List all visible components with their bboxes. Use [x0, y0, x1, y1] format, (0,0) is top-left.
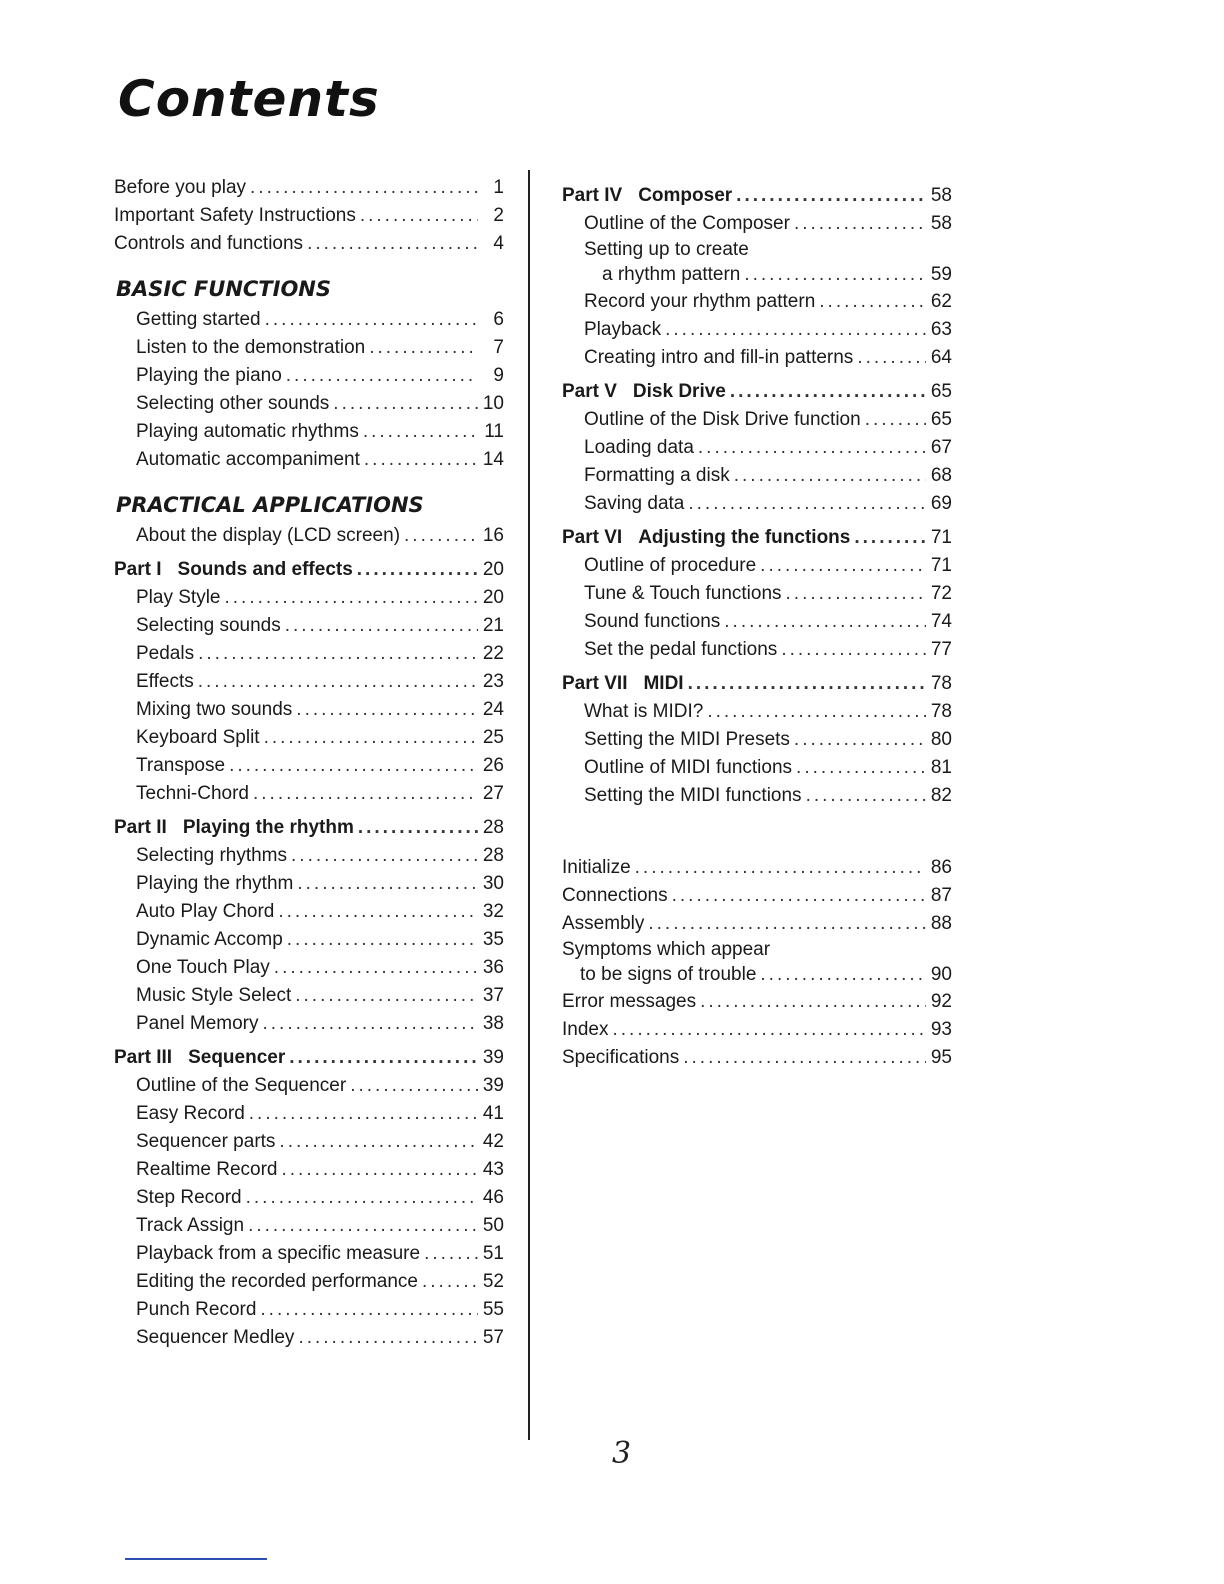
toc-entry[interactable]: Play Style ..... 20 [114, 584, 504, 612]
toc-entry[interactable]: Outline of the Disk Drive function ..... 65 [562, 406, 952, 434]
toc-entry[interactable]: Step Record ..... 46 [114, 1184, 504, 1212]
toc-entry[interactable]: Mixing two sounds ..... 24 [114, 696, 504, 724]
toc-entry[interactable]: Sequencer parts ..... 42 [114, 1128, 504, 1156]
toc-entry[interactable]: Outline of the Sequencer ..... 39 [114, 1072, 504, 1100]
toc-entry[interactable]: Selecting rhythms ..... 28 [114, 842, 504, 870]
toc-entry[interactable]: Controls and functions ..... 4 [114, 230, 504, 258]
toc-part-1[interactable]: Part I Sounds and effects ..... 20 [114, 556, 504, 584]
toc-entry[interactable]: Initialize ..... 86 [562, 854, 952, 882]
toc-entry[interactable]: Techni-Chord ..... 27 [114, 780, 504, 808]
toc-entry[interactable]: Selecting sounds ..... 21 [114, 612, 504, 640]
column-divider [528, 170, 530, 1440]
toc-entry[interactable]: Setting the MIDI Presets ..... 80 [562, 726, 952, 754]
toc-entry[interactable]: Auto Play Chord ..... 32 [114, 898, 504, 926]
toc-part-3[interactable]: Part III Sequencer ..... 39 [114, 1044, 504, 1072]
toc-entry[interactable]: Saving data ..... 69 [562, 490, 952, 518]
toc-entry[interactable]: Setting up to create a rhythm pattern ..... 59 [562, 238, 952, 288]
footer-rule [125, 1558, 267, 1560]
toc-entry[interactable]: Transpose ..... 26 [114, 752, 504, 780]
toc-entry[interactable]: Playing automatic rhythms ..... 11 [114, 418, 504, 446]
section-heading-practical: PRACTICAL APPLICATIONS [116, 493, 424, 517]
toc-entry[interactable]: Playback from a specific measure ..... 51 [114, 1240, 504, 1268]
toc-entry[interactable]: Important Safety Instructions ..... 2 [114, 202, 504, 230]
toc-entry[interactable]: Record your rhythm pattern ..... 62 [562, 288, 952, 316]
toc-entry[interactable]: Dynamic Accomp ..... 35 [114, 926, 504, 954]
toc-entry[interactable]: Set the pedal functions ..... 77 [562, 636, 952, 664]
toc-entry[interactable]: Before you play ..... 1 [114, 174, 504, 202]
toc-entry[interactable]: Easy Record ..... 41 [114, 1100, 504, 1128]
toc-entry[interactable]: Pedals ..... 22 [114, 640, 504, 668]
toc-part-5[interactable]: Part V Disk Drive ..... 65 [562, 378, 952, 406]
toc-entry[interactable]: About the display (LCD screen) ..... 16 [114, 522, 504, 550]
toc-entry[interactable]: Panel Memory ..... 38 [114, 1010, 504, 1038]
toc-entry[interactable]: Music Style Select ..... 37 [114, 982, 504, 1010]
toc-entry[interactable]: Formatting a disk ..... 68 [562, 462, 952, 490]
toc-entry[interactable]: Loading data ..... 67 [562, 434, 952, 462]
toc-entry[interactable]: One Touch Play ..... 36 [114, 954, 504, 982]
toc-right-column [562, 182, 952, 1072]
page-number: 3 [612, 1436, 632, 1471]
toc-entry[interactable]: Punch Record ..... 55 [114, 1296, 504, 1324]
dot-leader [250, 174, 478, 202]
section-heading-basic: BASIC FUNCTIONS [116, 277, 331, 301]
toc-entry[interactable]: Tune & Touch functions ..... 72 [562, 580, 952, 608]
toc-entry[interactable]: Index ..... 93 [562, 1016, 952, 1044]
toc-entry[interactable]: Playing the rhythm ..... 30 [114, 870, 504, 898]
toc-entry[interactable]: Assembly ..... 88 [562, 910, 952, 938]
toc-entry[interactable]: Sound functions ..... 74 [562, 608, 952, 636]
toc-part-7[interactable]: Part VII MIDI ..... 78 [562, 670, 952, 698]
toc-entry[interactable]: Effects ..... 23 [114, 668, 504, 696]
toc-part-2[interactable]: Part II Playing the rhythm ..... 28 [114, 814, 504, 842]
dot-leader [360, 202, 478, 230]
toc-entry[interactable]: Automatic accompaniment ..... 14 [114, 446, 504, 474]
toc-entry[interactable]: Outline of MIDI functions ..... 81 [562, 754, 952, 782]
toc-entry[interactable]: Specifications ..... 95 [562, 1044, 952, 1072]
toc-entry[interactable]: Selecting other sounds ..... 10 [114, 390, 504, 418]
toc-part-4[interactable]: Part IV Composer ..... 58 [562, 182, 952, 210]
toc-entry[interactable]: Playing the piano ..... 9 [114, 362, 504, 390]
toc-left-column [114, 174, 504, 1352]
intro-list [114, 174, 504, 258]
dot-leader [307, 230, 478, 258]
toc-entry[interactable]: Outline of the Composer ..... 58 [562, 210, 952, 238]
toc-entry[interactable]: Outline of procedure ..... 71 [562, 552, 952, 580]
toc-entry[interactable]: Creating intro and fill-in patterns ..... 64 [562, 344, 952, 372]
toc-entry[interactable]: Realtime Record ..... 43 [114, 1156, 504, 1184]
toc-entry[interactable]: Connections ..... 87 [562, 882, 952, 910]
toc-entry[interactable]: Editing the recorded performance ..... 52 [114, 1268, 504, 1296]
toc-entry[interactable]: Sequencer Medley ..... 57 [114, 1324, 504, 1352]
toc-entry[interactable]: Keyboard Split ..... 25 [114, 724, 504, 752]
page-title: Contents [118, 70, 380, 128]
toc-entry[interactable]: What is MIDI? ..... 78 [562, 698, 952, 726]
toc-part-6[interactable]: Part VI Adjusting the functions ..... 71 [562, 524, 952, 552]
toc-entry[interactable]: Getting started ..... 6 [114, 306, 504, 334]
toc-entry[interactable]: Listen to the demonstration ..... 7 [114, 334, 504, 362]
toc-entry[interactable]: Setting the MIDI functions ..... 82 [562, 782, 952, 810]
toc-entry[interactable]: Playback ..... 63 [562, 316, 952, 344]
toc-entry[interactable]: Error messages ..... 92 [562, 988, 952, 1016]
toc-entry[interactable]: Track Assign ..... 50 [114, 1212, 504, 1240]
toc-entry[interactable]: Symptoms which appear to be signs of trouble ..... 90 [562, 938, 952, 988]
